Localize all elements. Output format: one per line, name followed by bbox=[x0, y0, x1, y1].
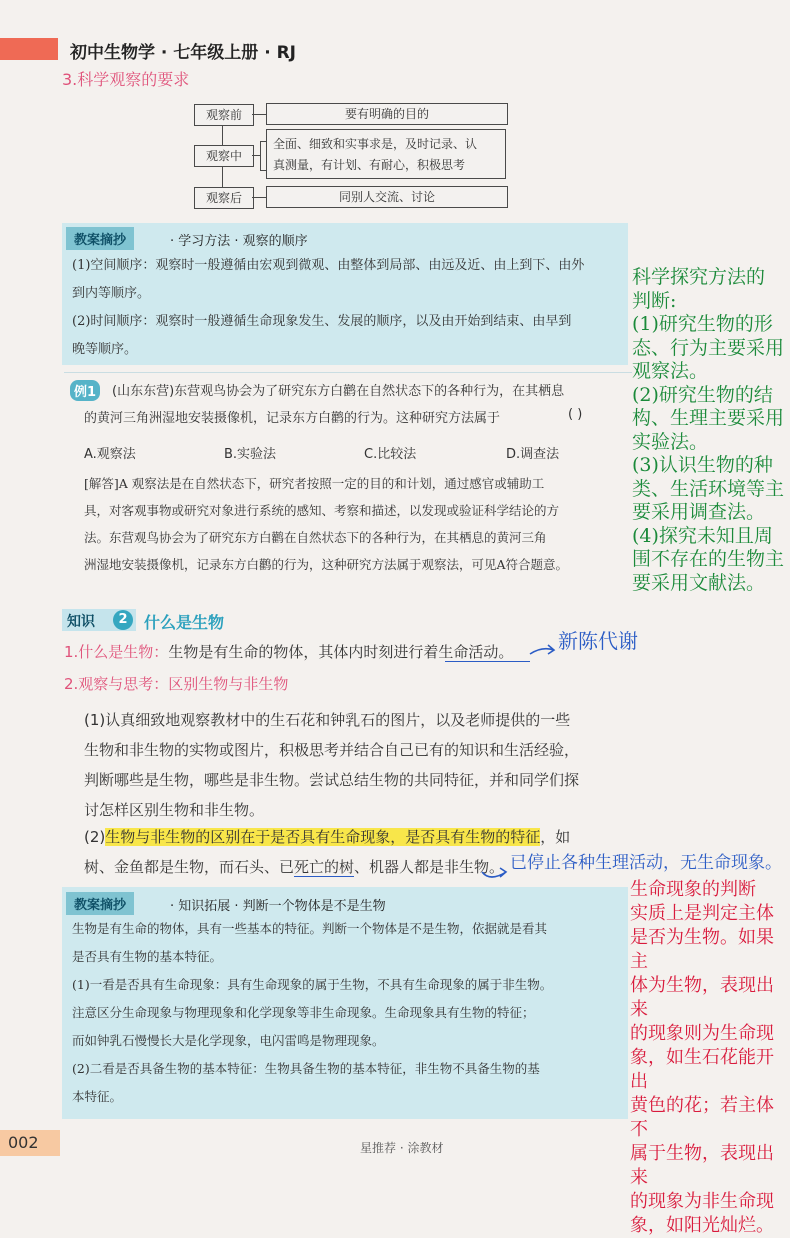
note-line: (3)认识生物的种 bbox=[632, 454, 773, 476]
note-line: 类、生活环境等主 bbox=[632, 477, 785, 500]
excerpt-line: 到内等顺序。 bbox=[72, 286, 151, 301]
item-2-label: 2.观察与思考：区别生物与非生物 bbox=[64, 675, 289, 693]
stage-after: 观察后 bbox=[194, 187, 254, 209]
note-line: 要采用文献法。 bbox=[632, 571, 766, 594]
note-line: 围不存在的生物主 bbox=[632, 548, 785, 570]
note-line: 象，如阳光灿烂。 bbox=[630, 1215, 774, 1236]
desc-during-line: 真测量，有计划、有耐心，积极思考 bbox=[273, 158, 466, 172]
excerpt-body bbox=[72, 252, 632, 364]
option-c: C.比较法 bbox=[364, 447, 417, 462]
desc-before: 要有明确的目的 bbox=[266, 103, 508, 125]
handwritten-note-blue-2: 已停止各种生理活动，无生命现象。 bbox=[510, 853, 782, 873]
answer-line: 洲湿地安装摄像机，记录东方白鹳的行为，这种研究方法属于观察法，可见A符合题意。 bbox=[84, 557, 569, 572]
example-question-line: (山东东营)东营观鸟协会为了研究东方白鹳在自然状态下的各种行为，在其栖息 bbox=[112, 384, 565, 399]
example-label: 例1 bbox=[70, 380, 100, 401]
answer-line: 法。东营观鸟协会为了研究东方白鹳在自然状态下的各种行为，在其栖息的黄河三角 bbox=[84, 530, 547, 545]
arrow-icon bbox=[528, 640, 558, 660]
para-2-line-1 bbox=[84, 826, 570, 847]
option-b: B.实验法 bbox=[224, 447, 277, 462]
desc-during bbox=[266, 129, 506, 179]
item-1 bbox=[64, 641, 513, 662]
note-line: 象，如生石花能开出 bbox=[630, 1047, 774, 1092]
excerpt-line: 而如钟乳石慢慢长大是化学现象，电闪雷鸣是物理现象。 bbox=[72, 1033, 385, 1048]
para-2-line-2 bbox=[84, 856, 504, 877]
note-line: 构、生理主要采用 bbox=[632, 407, 785, 429]
excerpt-line: (2)时间顺序：观察时一般遵循生命现象发生、发展的顺序，以及由开始到结束、由早到 bbox=[72, 314, 572, 329]
note-line: 属于生物，表现出来 bbox=[630, 1143, 774, 1188]
stage-during: 观察中 bbox=[194, 145, 254, 167]
note-line: 实质上是判定主体 bbox=[630, 903, 774, 924]
excerpt-body bbox=[72, 915, 632, 1111]
para-line: 讨怎样区别生物和非生物。 bbox=[84, 801, 265, 819]
highlighted-text: 生物与非生物的区别在于是否具有生命现象，是否具有生物的特征 bbox=[105, 828, 541, 846]
para-line: (1)认真细致地观察教材中的生石花和钟乳石的图片，以及老师提供的一些 bbox=[84, 711, 571, 729]
note-line: 黄色的花；若主体不 bbox=[630, 1095, 774, 1140]
underlined-text: 死亡的树 bbox=[294, 858, 355, 876]
handwritten-note-green bbox=[632, 266, 790, 595]
para-2-suffix: ，如 bbox=[540, 828, 571, 846]
book-title: 初中生物学 · 七年级上册 · RJ bbox=[70, 43, 297, 63]
para-line: 生物和非生物的实物或图片，积极思考并结合自己已有的知识和生活经验， bbox=[84, 741, 580, 759]
flow-connector bbox=[252, 155, 260, 156]
section-3-title: 3.科学观察的要求 bbox=[62, 70, 190, 89]
flow-connector bbox=[252, 114, 266, 115]
underline-mark bbox=[445, 661, 530, 662]
flow-connector bbox=[222, 166, 223, 187]
note-line: 的现象为非生命现 bbox=[630, 1191, 774, 1212]
answer-bracket: ( ) bbox=[568, 407, 583, 422]
stage-before: 观察前 bbox=[194, 104, 254, 126]
para-2-text: 树、金鱼都是生物，而石头、已 bbox=[84, 858, 295, 876]
note-line: 科学探究方法的 bbox=[632, 266, 766, 288]
flow-connector bbox=[222, 125, 223, 145]
footer-brand: 星推荐 · 涂教材 bbox=[360, 1141, 444, 1155]
note-line: (1)研究生物的形 bbox=[632, 313, 773, 335]
excerpt-line: (2)二看是否具备生物的基本特征：生物具备生物的基本特征，非生物不具备生物的基 bbox=[72, 1061, 540, 1076]
item-1-text: 生物是有生命的物体，其体内时刻进行着生命活动。 bbox=[168, 643, 514, 661]
item-1-label: 1.什么是生物： bbox=[64, 643, 169, 661]
para-1 bbox=[84, 705, 644, 825]
excerpt-badge: 教案摘抄 bbox=[66, 227, 134, 250]
knowledge-number: 2 bbox=[113, 610, 133, 630]
knowledge-badge-label: 知识 bbox=[67, 614, 95, 630]
option-a: A.观察法 bbox=[84, 447, 136, 462]
answer-line: 具，对客观事物或研究对象进行系统的感知、考察和描述，以发现或验证科学结论的方 bbox=[84, 503, 560, 518]
note-line: 态、行为主要采用 bbox=[632, 336, 785, 359]
para-2-text: 、机器人都是非生物。 bbox=[354, 858, 505, 876]
para-line: 判断哪些是生物，哪些是非生物。尝试总结生物的共同特征，并和同学们探 bbox=[84, 771, 580, 789]
note-line: 要采用调查法。 bbox=[632, 501, 766, 523]
desc-after: 同别人交流、讨论 bbox=[266, 186, 508, 208]
note-line: 体为生物，表现出来 bbox=[630, 975, 774, 1020]
note-line: 观察法。 bbox=[632, 360, 709, 382]
excerpt-title: · 学习方法 · 观察的顺序 bbox=[170, 234, 308, 249]
excerpt-line: (1)空间顺序：观察时一般遵循由宏观到微观、由整体到局部、由远及近、由上到下、由外 bbox=[72, 258, 585, 273]
note-line: 判断: bbox=[632, 289, 677, 312]
excerpt-line: 是否具有生物的基本特征。 bbox=[72, 949, 223, 964]
page-number: 002 bbox=[8, 1133, 39, 1152]
excerpt-line: 注意区分生命现象与物理现象和化学现象等非生命现象。生命现象具有生物的特征； bbox=[72, 1005, 535, 1020]
excerpt-line: 生物是有生命的物体，具有一些基本的特征。判断一个物体是不是生物，依据就是看其 bbox=[72, 921, 548, 936]
handwritten-note-blue-1: 新陈代谢 bbox=[558, 629, 638, 653]
flow-connector bbox=[252, 197, 266, 198]
arrow-icon bbox=[480, 864, 512, 884]
answer-line: [解答]A 观察法是在自然状态下，研究者按照一定的目的和计划，通过感官或辅助工 bbox=[84, 476, 545, 491]
excerpt-title: · 知识拓展 · 判断一个物体是不是生物 bbox=[170, 899, 386, 914]
header-tab-decoration bbox=[0, 38, 58, 60]
excerpt-line: 晚等顺序。 bbox=[72, 342, 138, 357]
knowledge-title: 什么是生物 bbox=[144, 613, 225, 632]
option-d: D.调查法 bbox=[506, 447, 560, 462]
note-line: 的现象则为生命现 bbox=[630, 1023, 774, 1044]
note-line: 是否为生物。如果主 bbox=[630, 927, 774, 972]
excerpt-line: 本特征。 bbox=[72, 1089, 123, 1104]
example-question-line: 的黄河三角洲湿地安装摄像机，记录东方白鹳的行为。这种研究方法属于 bbox=[84, 411, 501, 426]
note-line: (4)探究未知且周 bbox=[632, 524, 773, 547]
excerpt-badge: 教案摘抄 bbox=[66, 892, 134, 915]
para-2-prefix: (2) bbox=[84, 828, 106, 846]
excerpt-line: (1)一看是否具有生命现象：具有生命现象的属于生物，不具有生命现象的属于非生物。 bbox=[72, 977, 553, 992]
note-line: 生命现象的判断 bbox=[630, 879, 756, 900]
desc-during-line: 全面、细致和实事求是，及时记录、认 bbox=[273, 137, 478, 151]
example-answer bbox=[84, 470, 634, 578]
handwritten-note-red bbox=[630, 878, 790, 1238]
note-line: 实验法。 bbox=[632, 430, 709, 453]
note-line: (2)研究生物的结 bbox=[632, 383, 773, 406]
